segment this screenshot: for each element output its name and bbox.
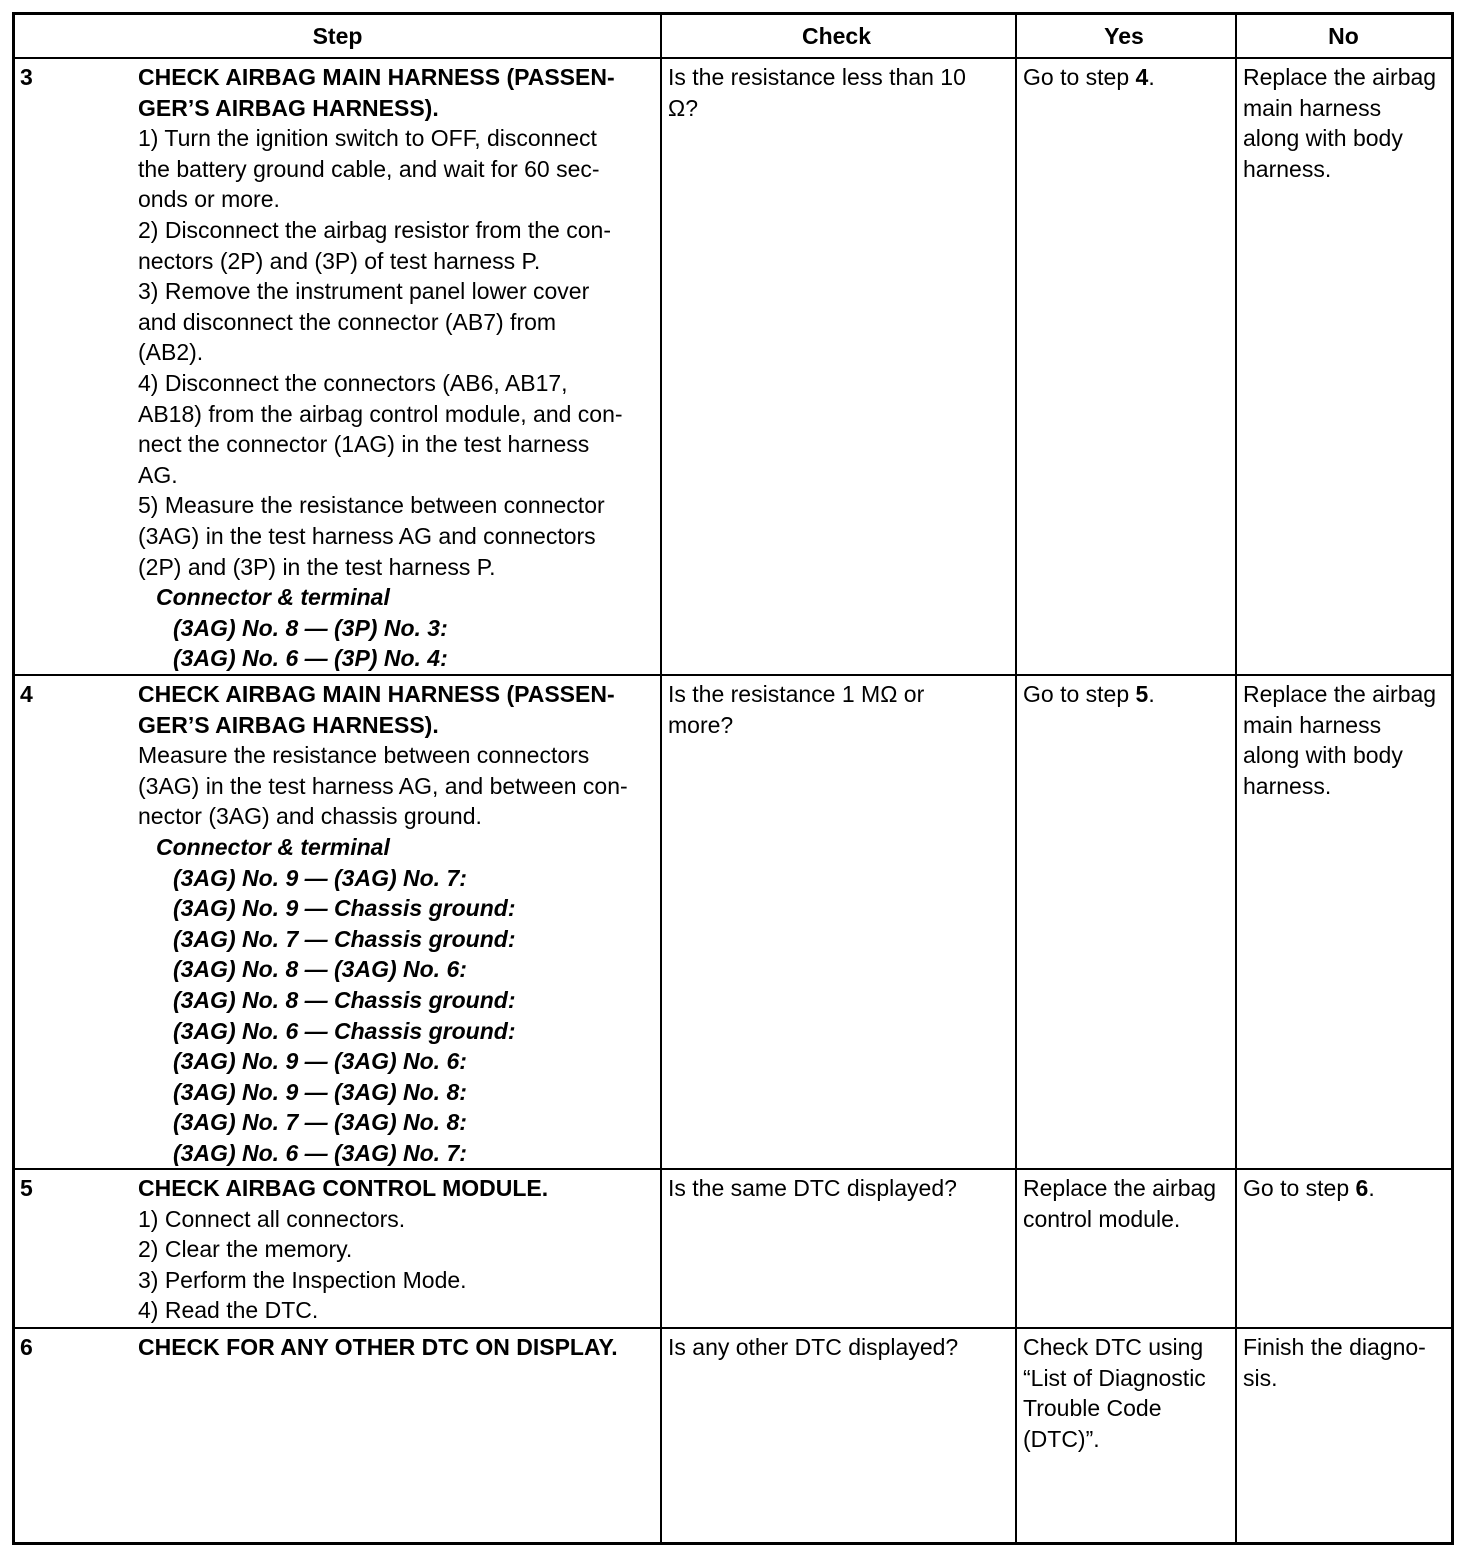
- no-text-suffix: .: [1368, 1175, 1375, 1201]
- step-cell: [15, 1329, 660, 1542]
- connector-terminal-item: (3AG) No. 7 — (3AG) No. 8:: [173, 1109, 467, 1136]
- no-line: harness.: [1243, 772, 1332, 799]
- header-check: Check: [660, 15, 1015, 57]
- step-line: and disconnect the connector (AB7) from: [138, 308, 557, 335]
- step-cell: [15, 676, 660, 1168]
- step-line: (AB2).: [138, 339, 204, 366]
- step-line: 1) Connect all connectors.: [138, 1205, 406, 1232]
- no-line: along with body: [1243, 742, 1403, 769]
- step-line: AG.: [138, 461, 178, 488]
- no-line: main harness: [1243, 94, 1382, 121]
- connector-terminal-title: Connector & terminal: [156, 833, 390, 860]
- table-row-step-3: [15, 57, 1451, 674]
- connector-terminal-item: (3AG) No. 9 — (3AG) No. 6:: [173, 1048, 467, 1075]
- step-line: 5) Measure the resistance between connector: [138, 492, 605, 519]
- step-line: Measure the resistance between connectors: [138, 742, 590, 769]
- yes-text-suffix: .: [1148, 681, 1155, 707]
- step-description: [138, 62, 654, 674]
- connector-terminal-item: (3AG) No. 8 — (3P) No. 3:: [173, 614, 448, 641]
- no-step-ref: 6: [1355, 1175, 1369, 1201]
- step-title: CHECK AIRBAG MAIN HARNESS (PASSEN-: [138, 64, 615, 90]
- step-line: 1) Turn the ignition switch to OFF, disconnect: [138, 125, 597, 152]
- header-step: Step: [312, 23, 363, 49]
- check-line: Is the resistance less than 10: [668, 64, 966, 90]
- table-header: [15, 15, 1451, 57]
- yes-cell: [1015, 1170, 1235, 1327]
- no-text: Go to step: [1243, 1175, 1356, 1201]
- yes-step-ref: 4: [1135, 64, 1149, 90]
- step-number: 4: [20, 681, 33, 707]
- check-line: Is the same DTC displayed?: [668, 1175, 957, 1201]
- check-line: Is any other DTC displayed?: [668, 1334, 959, 1360]
- yes-step-ref: 5: [1135, 681, 1149, 707]
- yes-text-suffix: .: [1148, 64, 1155, 90]
- check-line: more?: [668, 711, 734, 738]
- step-number: 5: [20, 1175, 33, 1201]
- yes-line: Check DTC using: [1023, 1334, 1204, 1360]
- table-row-step-5: [15, 1168, 1451, 1327]
- yes-line: “List of Diagnostic: [1023, 1364, 1206, 1391]
- step-line: onds or more.: [138, 186, 280, 213]
- connector-terminal-item: (3AG) No. 6 — (3P) No. 4:: [173, 645, 448, 672]
- check-cell: [660, 59, 1015, 674]
- no-cell: [1235, 1170, 1454, 1327]
- check-line: Is the resistance 1 MΩ or: [668, 681, 925, 707]
- yes-line: Replace the airbag: [1023, 1175, 1217, 1201]
- step-line: 2) Disconnect the airbag resistor from the con-: [138, 216, 611, 243]
- table-row-step-4: [15, 674, 1451, 1168]
- yes-cell: [1015, 1329, 1235, 1542]
- yes-cell: [1015, 59, 1235, 674]
- step-number: 6: [20, 1334, 33, 1360]
- step-cell: [15, 1170, 660, 1327]
- step-title: CHECK FOR ANY OTHER DTC ON DISPLAY.: [138, 1334, 618, 1360]
- connector-terminal-item: (3AG) No. 9 — (3AG) No. 7:: [173, 864, 467, 891]
- step-description: [138, 1173, 654, 1326]
- connector-terminal-item: (3AG) No. 8 — (3AG) No. 6:: [173, 956, 467, 983]
- connector-terminal-item: (3AG) No. 6 — (3AG) No. 7:: [173, 1139, 467, 1166]
- no-line: main harness: [1243, 711, 1382, 738]
- check-cell: [660, 1329, 1015, 1542]
- step-line: 4) Read the DTC.: [138, 1297, 319, 1324]
- connector-terminal-item: (3AG) No. 9 — Chassis ground:: [173, 895, 516, 922]
- step-line: (3AG) in the test harness AG, and between con-: [138, 772, 628, 799]
- step-title: CHECK AIRBAG MAIN HARNESS (PASSEN-: [138, 681, 615, 707]
- step-line: (3AG) in the test harness AG and connectors: [138, 522, 596, 549]
- no-line: sis.: [1243, 1364, 1278, 1391]
- connector-terminal-title: Connector & terminal: [156, 584, 390, 611]
- yes-text: Go to step: [1023, 64, 1136, 90]
- step-cell: [15, 59, 660, 674]
- step-line: the battery ground cable, and wait for 60 sec-: [138, 155, 600, 182]
- step-line: nectors (2P) and (3P) of test harness P.: [138, 247, 541, 274]
- yes-line: Trouble Code: [1023, 1395, 1162, 1422]
- connector-terminal-item: (3AG) No. 8 — Chassis ground:: [173, 986, 516, 1013]
- no-cell: [1235, 676, 1454, 1168]
- connector-terminal-item: (3AG) No. 9 — (3AG) No. 8:: [173, 1078, 467, 1105]
- step-line: 2) Clear the memory.: [138, 1236, 353, 1263]
- step-title: GER’S AIRBAG HARNESS).: [138, 94, 439, 121]
- no-cell: [1235, 59, 1454, 674]
- step-line: AB18) from the airbag control module, and con-: [138, 400, 623, 427]
- no-line: harness.: [1243, 155, 1332, 182]
- yes-line: (DTC)”.: [1023, 1425, 1100, 1452]
- step-line: 3) Remove the instrument panel lower cover: [138, 278, 590, 305]
- diagnostic-table: [12, 12, 1454, 1545]
- yes-text: Go to step: [1023, 681, 1136, 707]
- no-line: along with body: [1243, 125, 1403, 152]
- header-no: No: [1235, 15, 1454, 57]
- step-line: 3) Perform the Inspection Mode.: [138, 1266, 467, 1293]
- no-line: Finish the diagno-: [1243, 1334, 1426, 1360]
- no-line: Replace the airbag: [1243, 681, 1437, 707]
- check-line: Ω?: [668, 94, 698, 121]
- step-description: [138, 1332, 654, 1363]
- step-title: CHECK AIRBAG CONTROL MODULE.: [138, 1175, 549, 1201]
- check-cell: [660, 1170, 1015, 1327]
- no-cell: [1235, 1329, 1454, 1542]
- step-line: nect the connector (1AG) in the test harness: [138, 431, 590, 458]
- connector-terminal-item: (3AG) No. 6 — Chassis ground:: [173, 1017, 516, 1044]
- yes-cell: [1015, 676, 1235, 1168]
- step-line: nector (3AG) and chassis ground.: [138, 803, 482, 830]
- step-line: 4) Disconnect the connectors (AB6, AB17,: [138, 369, 568, 396]
- yes-line: control module.: [1023, 1205, 1181, 1232]
- step-title: GER’S AIRBAG HARNESS).: [138, 711, 439, 738]
- check-cell: [660, 676, 1015, 1168]
- step-number: 3: [20, 64, 33, 90]
- header-yes: Yes: [1015, 15, 1235, 57]
- table-row-step-6: [15, 1327, 1451, 1542]
- step-description: [138, 679, 654, 1169]
- step-line: (2P) and (3P) in the test harness P.: [138, 553, 496, 580]
- connector-terminal-item: (3AG) No. 7 — Chassis ground:: [173, 925, 516, 952]
- no-line: Replace the airbag: [1243, 64, 1437, 90]
